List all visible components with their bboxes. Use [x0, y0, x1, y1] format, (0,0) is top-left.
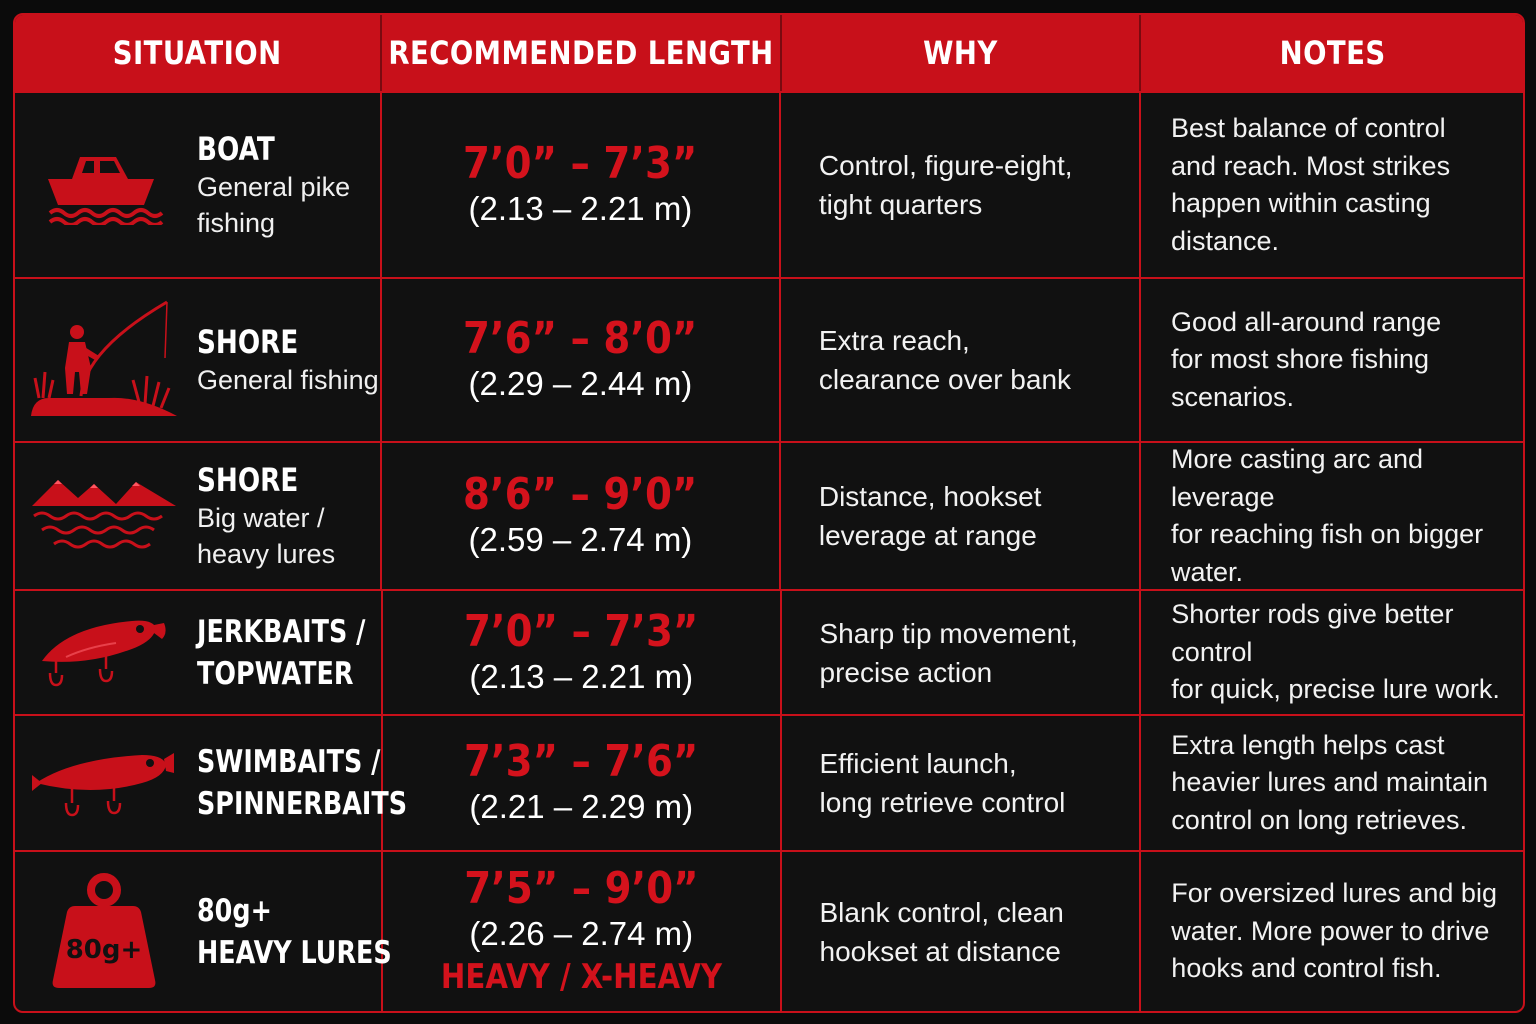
- situation-subtitle: General fishing: [197, 365, 379, 395]
- notes-cell: [1139, 852, 1523, 1011]
- length-imperial: 7’5” – 9’0”: [464, 862, 699, 914]
- swimbait-icon: [29, 718, 179, 848]
- situation-title: 80g+: [197, 892, 272, 929]
- notes-text: Good all-around range for most shore fishing scenarios.: [1170, 306, 1442, 412]
- header-length: RECOMMENDED LENGTH: [380, 15, 780, 91]
- rod-length-table: [13, 13, 1525, 1013]
- why-text: Sharp tip movement, precise action: [819, 617, 1078, 688]
- length-cell: [380, 279, 779, 441]
- why-cell: [779, 93, 1139, 277]
- why-text: Distance, hookset leverage at range: [818, 481, 1042, 551]
- power-rating: HEAVY / X-HEAVY: [440, 956, 722, 997]
- header-situation: SITUATION: [112, 34, 282, 72]
- boat-icon: [29, 120, 179, 250]
- why-text: Control, figure-eight, tight quarters: [818, 150, 1073, 220]
- situation-title: JERKBAITS /: [197, 613, 366, 650]
- length-cell: [381, 591, 780, 714]
- length-metric: (2.13 – 2.21 m): [469, 657, 694, 695]
- table-row: [15, 589, 1523, 714]
- table-row: [15, 714, 1523, 850]
- weight-icon-label: 80g+: [65, 934, 143, 965]
- situation-title: SHORE: [197, 323, 299, 361]
- why-cell: [779, 443, 1139, 589]
- notes-cell: [1139, 716, 1523, 850]
- length-imperial: 7’0” – 7’3”: [463, 138, 698, 189]
- situation-title-line2: HEAVY LURES: [197, 934, 392, 971]
- table-row: [15, 850, 1523, 1011]
- length-metric: (2.13 – 2.21 m): [468, 190, 693, 227]
- length-cell: [381, 716, 780, 850]
- notes-text: For oversized lures and big water. More power to drive hooks and control fish.: [1171, 878, 1497, 984]
- situation-cell: [15, 591, 381, 714]
- why-cell: [779, 279, 1139, 441]
- notes-cell: [1139, 93, 1523, 277]
- mountains-water-icon: [29, 451, 179, 581]
- weight-icon: [29, 867, 179, 997]
- situation-subtitle: General pike fishing: [197, 172, 351, 238]
- situation-cell: [15, 443, 380, 589]
- notes-text: Extra length helps cast heavier lures and maintain control on long retrieves.: [1171, 729, 1488, 835]
- why-cell: [780, 716, 1140, 850]
- situation-cell: [15, 852, 392, 1011]
- notes-cell: [1139, 591, 1523, 714]
- length-cell: [380, 93, 779, 277]
- why-text: Blank control, clean hookset at distance: [819, 896, 1064, 967]
- situation-title: SHORE: [197, 461, 299, 499]
- length-metric: (2.29 – 2.44 m): [468, 365, 693, 402]
- length-cell: [381, 852, 780, 1011]
- table-row: [15, 441, 1523, 589]
- situation-title: SWIMBAITS /: [197, 744, 381, 780]
- notes-cell: [1139, 443, 1523, 589]
- notes-text: Shorter rods give better control for quick, precise lure work.: [1171, 599, 1500, 705]
- notes-text: More casting arc and leverage for reaching fish on bigger water.: [1170, 444, 1484, 587]
- why-text: Efficient launch, long retrieve control: [819, 748, 1066, 818]
- notes-text: Best balance of control and reach. Most strikes happen within casting distance.: [1170, 113, 1451, 256]
- length-imperial: 8’6” – 9’0”: [463, 469, 698, 520]
- table-header: [15, 15, 1523, 91]
- table-row: [15, 91, 1523, 277]
- situation-subtitle: Big water / heavy lures: [197, 503, 336, 569]
- length-metric: (2.26 – 2.74 m): [469, 914, 694, 952]
- length-metric: (2.59 – 2.74 m): [468, 521, 693, 558]
- header-why: WHY: [780, 15, 1140, 91]
- why-cell: [780, 852, 1140, 1011]
- situation-cell: [15, 93, 380, 277]
- why-cell: [780, 591, 1140, 714]
- length-imperial: 7’6” – 8’0”: [463, 313, 698, 364]
- jerkbait-icon: [29, 588, 179, 718]
- situation-cell: [15, 279, 380, 441]
- shore-angler-icon: [29, 295, 179, 425]
- situation-title-line2: TOPWATER: [197, 655, 354, 692]
- header-notes: NOTES: [1139, 15, 1523, 91]
- length-metric: (2.21 – 2.29 m): [469, 788, 694, 825]
- situation-title: BOAT: [197, 130, 275, 168]
- notes-cell: [1139, 279, 1523, 441]
- situation-cell: [15, 716, 408, 850]
- length-imperial: 7’3” – 7’6”: [464, 736, 699, 787]
- situation-title-line2: SPINNERBAITS: [197, 786, 408, 822]
- why-text: Extra reach, clearance over bank: [818, 325, 1072, 395]
- length-cell: [380, 443, 779, 589]
- length-imperial: 7’0” – 7’3”: [464, 605, 699, 657]
- table-row: [15, 277, 1523, 441]
